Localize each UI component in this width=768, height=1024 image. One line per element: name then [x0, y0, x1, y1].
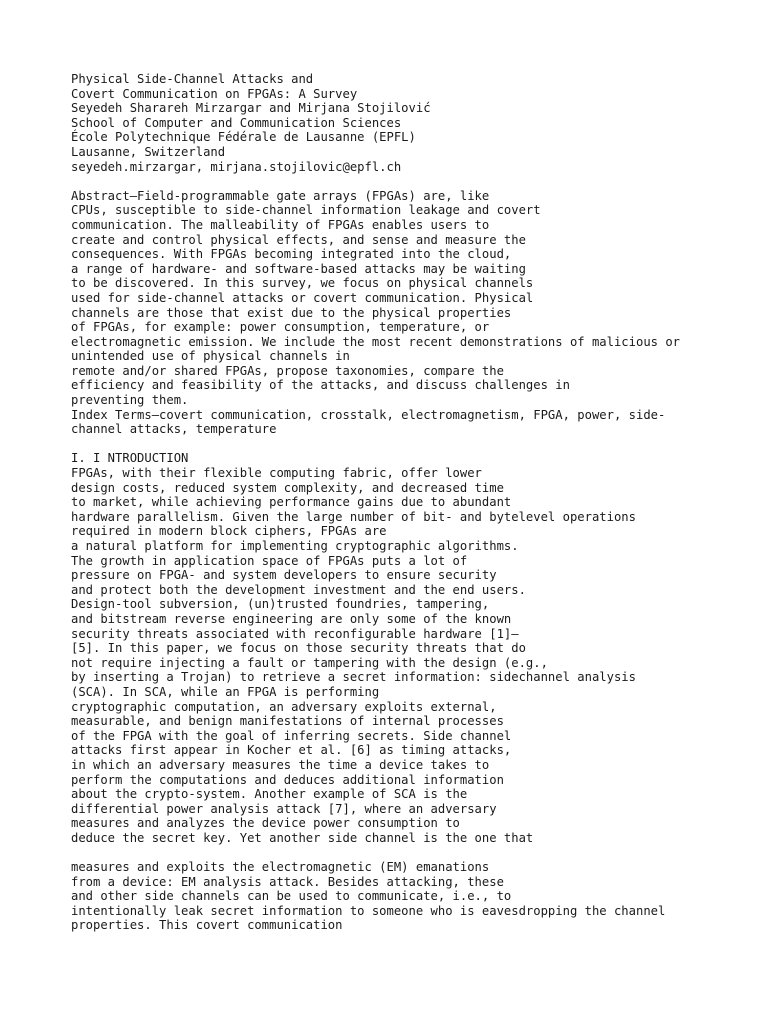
paper-affiliation-location: Lausanne, Switzerland — [71, 144, 226, 159]
abstract-line: remote and/or shared FPGAs, propose taxonomies, compare the — [71, 363, 504, 378]
index-terms-line: channel attacks, temperature — [71, 422, 277, 437]
section-heading: I. I NTRODUCTION — [71, 451, 189, 466]
paper-authors: Seyedeh Sharareh Mirzargar and Mirjana Stojilović — [71, 101, 431, 116]
body-line: and bitstream reverse engineering are only some of the known — [71, 611, 512, 626]
body-line: and protect both the development investment and the end users. — [71, 582, 526, 597]
abstract-line: create and control physical effects, and sense and measure the — [71, 232, 526, 247]
index-terms-line: Index Terms—covert communication, crosstalk, electromagnetism, FPGA, power, side- — [71, 407, 666, 422]
body-line: in which an adversary measures the time a device takes to — [71, 757, 490, 772]
body-line: (SCA). In SCA, while an FPGA is performing — [71, 684, 380, 699]
paper-title-line-2: Covert Communication on FPGAs: A Survey — [71, 86, 358, 101]
paper-affiliation-institute: École Polytechnique Fédérale de Lausanne (EPFL) — [71, 130, 416, 145]
body-line: attacks first appear in Kocher et al. [6] as timing attacks, — [71, 743, 512, 758]
introduction-section — [71, 451, 751, 845]
body-line: a natural platform for implementing cryptographic algorithms. — [71, 539, 519, 553]
paper-header — [71, 72, 751, 174]
abstract-line: unintended use of physical channels in — [71, 349, 350, 364]
body-line: from a device: EM analysis attack. Besides attacking, these — [71, 874, 504, 889]
paper-emails: seyedeh.mirzargar, mirjana.stojilovic@epfl.ch — [71, 159, 402, 174]
abstract-line: consequences. With FPGAs becoming integrated into the cloud, — [71, 247, 512, 262]
paper-affiliation-school: School of Computer and Communication Sciences — [71, 115, 402, 130]
body-line: measures and exploits the electromagnetic (EM) emanations — [71, 860, 490, 875]
body-line: perform the computations and deduces additional information — [71, 772, 504, 787]
paper-title-line-1: Physical Side-Channel Attacks and — [71, 72, 314, 86]
body-line: not require injecting a fault or tampering with the design (e.g., — [71, 655, 548, 670]
abstract-line: preventing them. — [71, 393, 189, 408]
spacer — [71, 845, 751, 860]
body-line: hardware parallelism. Given the large number of bit- and bytelevel operations — [71, 509, 636, 524]
body-line: of the FPGA with the goal of inferring secrets. Side channel — [71, 728, 512, 743]
body-line: Design-tool subversion, (un)trusted foundries, tampering, — [71, 597, 490, 612]
body-line: by inserting a Trojan) to retrieve a secret information: sidechannel analysis — [71, 670, 636, 685]
body-line: design costs, reduced system complexity, and decreased time — [71, 480, 504, 495]
spacer — [71, 437, 751, 452]
body-line: cryptographic computation, an adversary exploits external, — [71, 699, 497, 714]
body-line: measures and analyzes the device power consumption to — [71, 816, 460, 831]
abstract-line: of FPGAs, for example: power consumption, temperature, or — [71, 320, 490, 335]
abstract-line: communication. The malleability of FPGAs enables users to — [71, 217, 490, 232]
abstract-section — [71, 189, 751, 437]
continuation-section — [71, 860, 751, 933]
abstract-line: used for side-channel attacks or covert communication. Physical — [71, 290, 534, 305]
document-page — [71, 72, 751, 933]
body-line: required in modern block ciphers, FPGAs are — [71, 524, 387, 539]
body-line: security threats associated with reconfigurable hardware [1]– — [71, 626, 519, 641]
body-line: properties. This covert communication — [71, 918, 343, 933]
body-line: The growth in application space of FPGAs puts a lot of — [71, 553, 468, 568]
body-line: measurable, and benign manifestations of internal processes — [71, 714, 504, 729]
body-line: deduce the secret key. Yet another side channel is the one that — [71, 830, 534, 845]
abstract-line: electromagnetic emission. We include the most recent demonstrations of malicious or — [71, 334, 681, 349]
body-line: about the crypto-system. Another example of SCA is the — [71, 787, 468, 802]
body-line: [5]. In this paper, we focus on those security threats that do — [71, 641, 526, 656]
abstract-line: Abstract—Field-programmable gate arrays (FPGAs) are, like — [71, 188, 490, 203]
body-line: and other side channels can be used to communicate, i.e., to — [71, 889, 512, 904]
abstract-line: CPUs, susceptible to side-channel information leakage and covert — [71, 203, 541, 218]
abstract-line: channels are those that exist due to the physical properties — [71, 305, 512, 320]
body-line: differential power analysis attack [7], where an adversary — [71, 801, 497, 816]
body-line: FPGAs, with their flexible computing fabric, offer lower — [71, 466, 482, 481]
abstract-line: a range of hardware- and software-based attacks may be waiting — [71, 261, 526, 276]
body-line: intentionally leak secret information to someone who is eavesdropping the channel — [71, 903, 666, 918]
abstract-line: to be discovered. In this survey, we focus on physical channels — [71, 276, 534, 291]
body-line: to market, while achieving performance gains due to abundant — [71, 495, 512, 510]
body-line: pressure on FPGA- and system developers to ensure security — [71, 568, 497, 583]
spacer — [71, 174, 751, 189]
abstract-line: efficiency and feasibility of the attacks, and discuss challenges in — [71, 378, 570, 393]
